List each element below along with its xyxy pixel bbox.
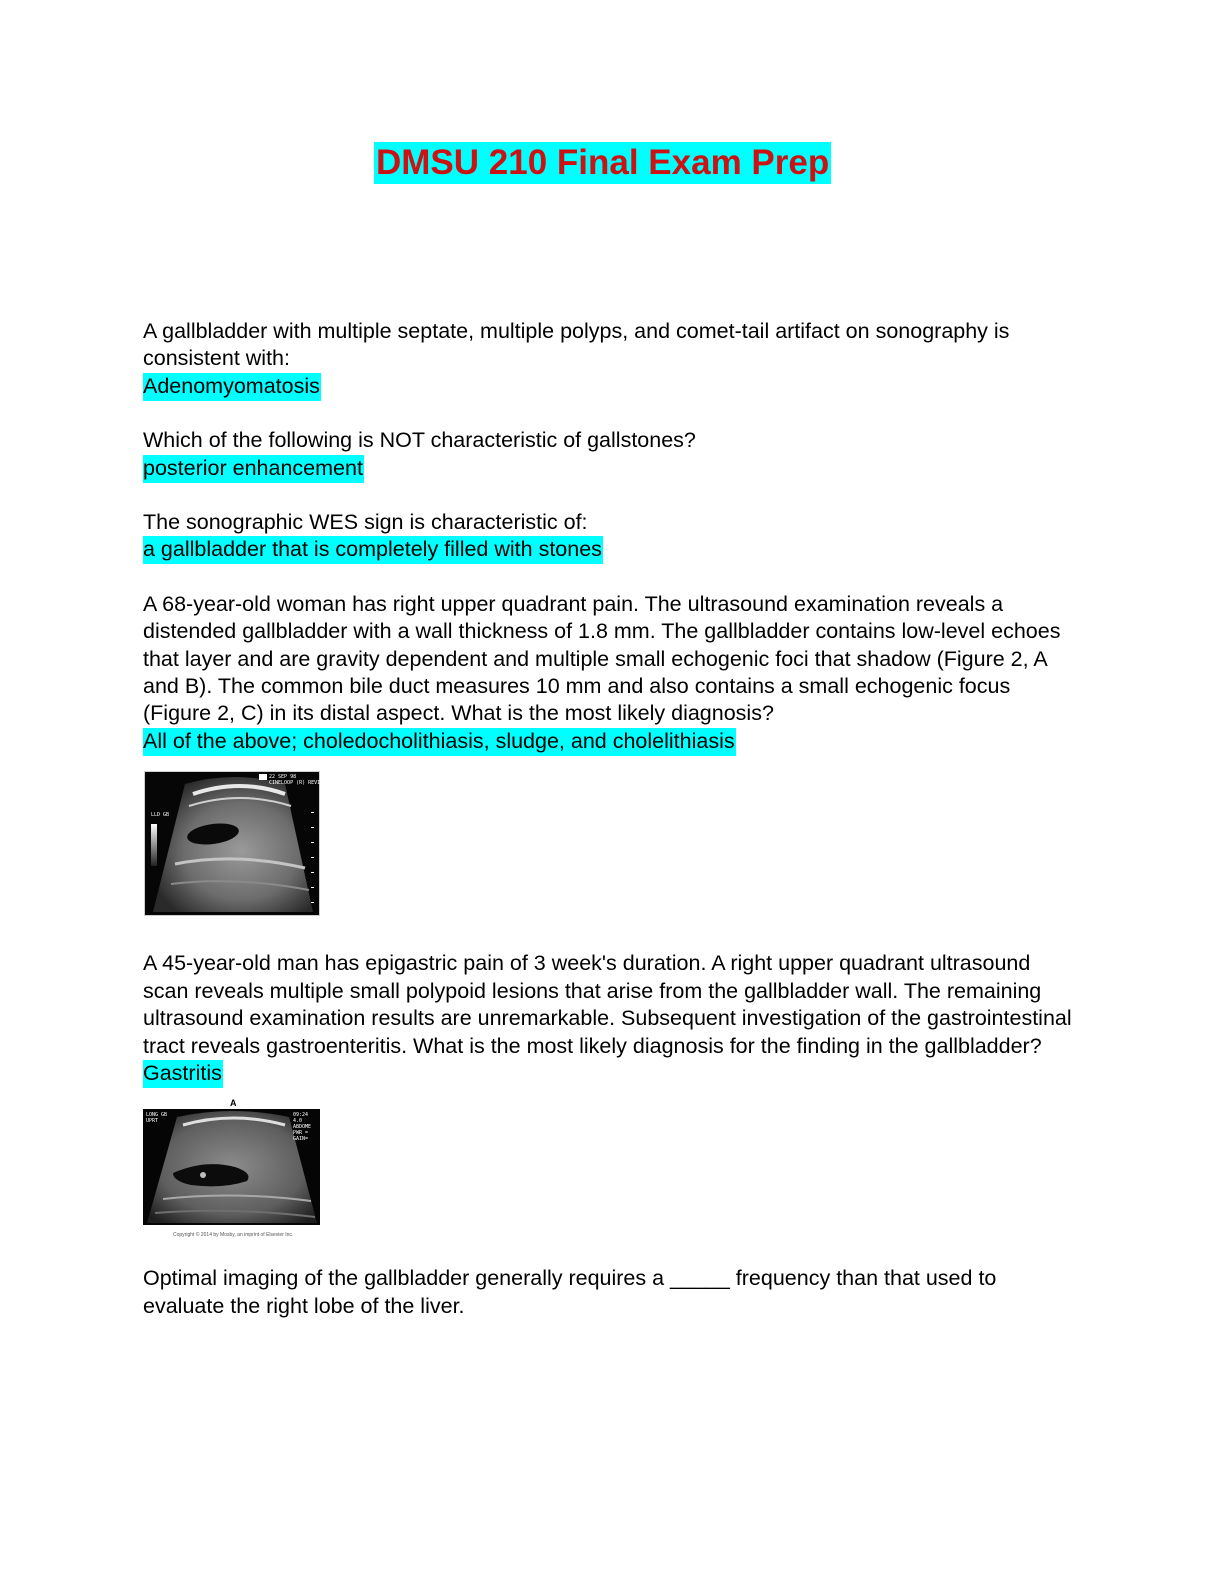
qa-item [143,509,1078,564]
ultrasound-image [144,771,327,916]
qa-item [143,427,1078,482]
qa-item [143,318,1078,400]
scan-overlay-left: LLD GB [151,812,170,819]
question-text: The sonographic WES sign is characteristic of: [143,510,588,535]
scan-overlay-left: LONG GB UPRT [146,1112,168,1125]
ultrasound-figure-1 [143,771,1078,916]
ultrasound-figure-2 [143,1097,1078,1239]
page-title: DMSU 210 Final Exam Prep [376,143,830,182]
figure-credit: Copyright © 2014 by Mosby, an imprint of Elsevier Inc. [173,1232,294,1239]
answer-highlight: posterior enhancement [143,455,364,483]
answer-highlight: All of the above; choledocholithiasis, sludge, and cholelithiasis [143,728,736,756]
scan-overlay-right: 09:24 4.0 ABDOME PWR = GAIN= [293,1112,312,1143]
scan-overlay-top: 22 SEP 98 CINELOOP (R) REVIEW [269,774,327,787]
answer-highlight: Gastritis [143,1060,223,1088]
question-text: Optimal imaging of the gallbladder generally requires a _____ frequency than that used to evaluate the right lobe of the liver. [143,1266,997,1318]
question-text: A 68-year-old woman has right upper quadrant pain. The ultrasound examination reveals a distended gallbladder with a wall thickness of 1.8 mm. The gallbladder contains low-level echoes that layer and are gravity dependent and multiple small echogenic foci that shadow (Figure 2, A and B). The common bile duct measures 10 mm and also contains a small echogenic focus (Figure 2, C) in its distal aspect. What is the most likely diagnosis? [143,591,1061,726]
question-text: Which of the following is NOT characteristic of gallstones? [143,428,696,453]
answer-highlight: a gallbladder that is completely filled with stones [143,536,603,564]
qa-item [143,1265,1078,1320]
document-body [143,318,1078,1320]
question-text: A gallbladder with multiple septate, multiple polyps, and comet-tail artifact on sonography is consistent with: [143,319,1010,371]
answer-highlight: Adenomyomatosis [143,373,321,401]
qa-item [143,950,1078,1087]
ultrasound-image [143,1109,320,1225]
qa-item [143,591,1078,755]
figure-letter: A [230,1098,237,1109]
question-text: A 45-year-old man has epigastric pain of 3 week's duration. A right upper quadrant ultrasound scan reveals multiple small polypoid lesions that arise from the gallbladder wall. The remaining ultrasound examination results are unremarkable. Subsequent investigation of the gastrointestinal tract reveals gastroenteritis. What is the most likely diagnosis for the finding in the gallbladder? [143,951,1072,1058]
